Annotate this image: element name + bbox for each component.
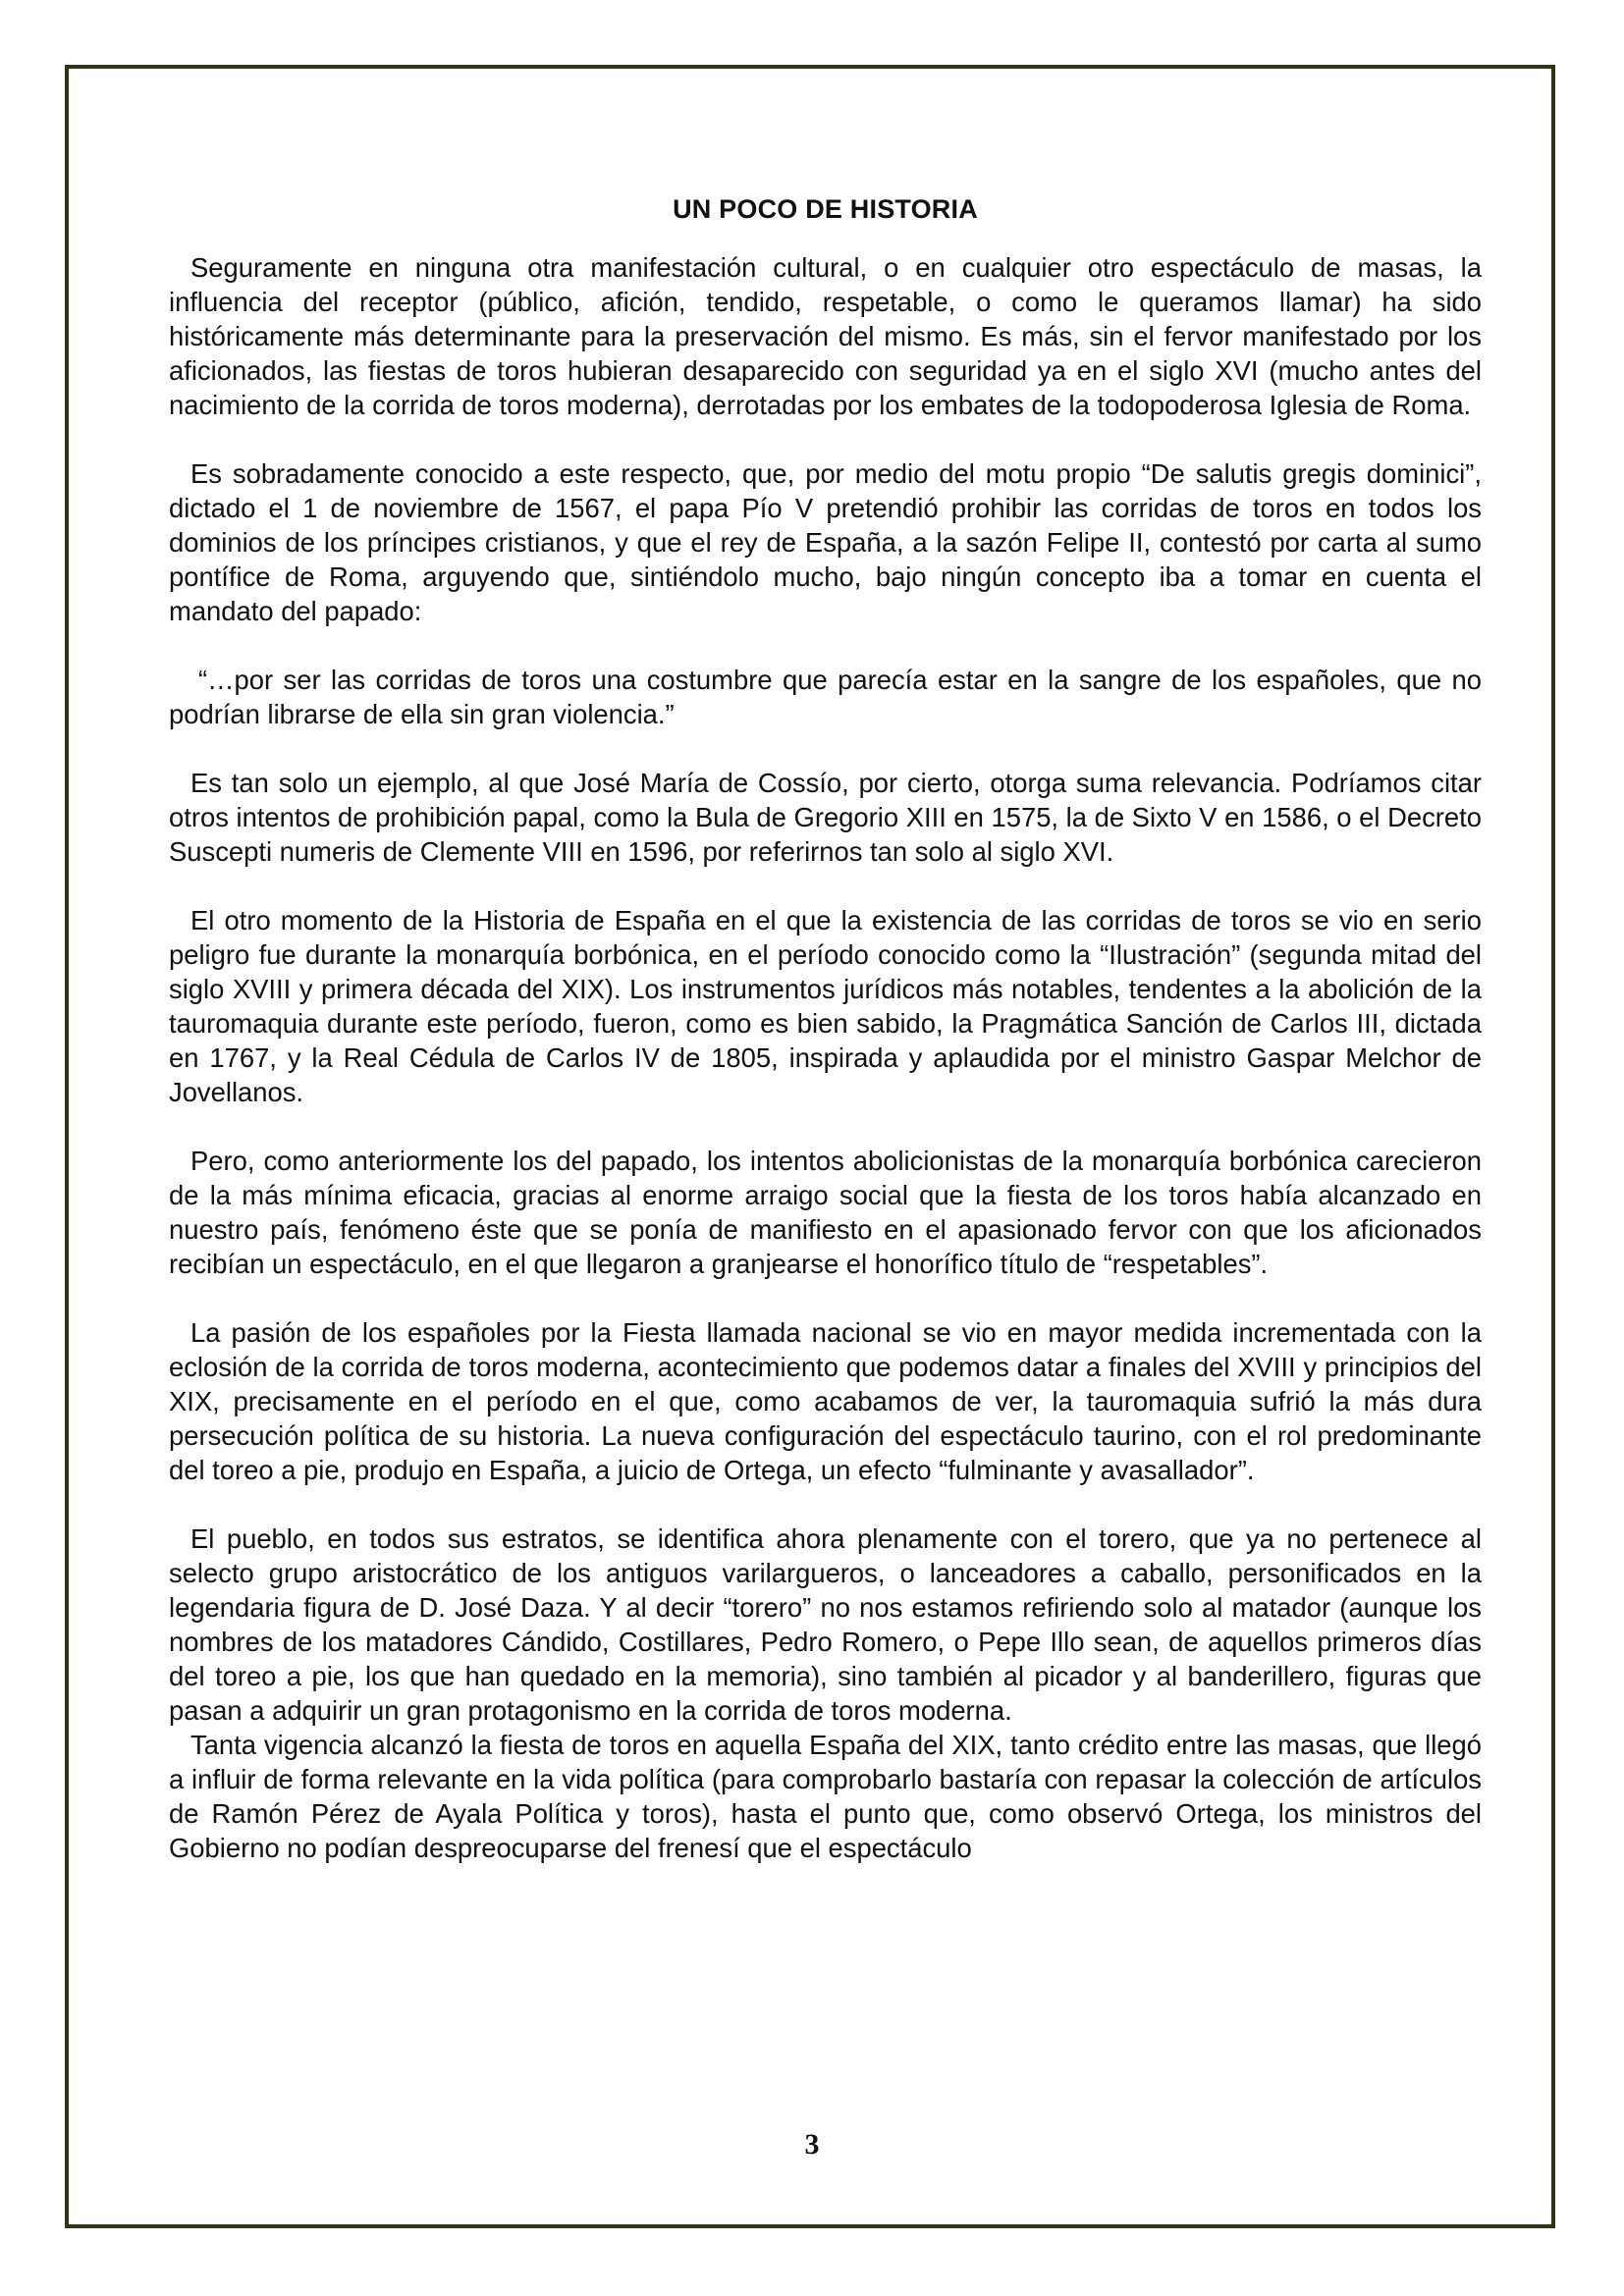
quote-paragraph: “…por ser las corridas de toros una costumbre que parecía estar en la sangre de los españoles, que no podrían librarse de ella sin gran violencia.”	[169, 665, 1482, 729]
paragraph-4: Es tan solo un ejemplo, al que José María de Cossío, por cierto, otorga suma relevancia. Podríamos citar otros intentos de prohibición papal, como la Bula de Gregorio XIII en 1575, la de Sixto V en 1586, o el Decreto Suscepti numeris de Clemente VIII en 1596, por referirnos tan solo al siglo XVI.	[169, 768, 1482, 867]
page-title: UN POCO DE HISTORIA	[673, 194, 978, 224]
paragraph-8: El pueblo, en todos sus estratos, se identifica ahora plenamente con el torero, que ya no pertenece al selecto grupo aristocrático de los antiguos varilargueros, o lanceadores a caballo, personificados en la legendaria figura de D. José Daza. Y al decir “torero” no nos estamos refiriendo solo al matador (aunque los nombres de los matadores Cándido, Costillares, Pedro Romero, o Pepe Illo sean, de aquellos primeros días del toreo a pie, los que han quedado en la memoria), sino también al picador y al banderillero, figuras que pasan a adquirir un gran protagonismo en la corrida de toros moderna.	[169, 1523, 1482, 1726]
page-number: 3	[804, 2128, 820, 2161]
paragraph-1: Seguramente en ninguna otra manifestación cultural, o en cualquier otro espectáculo de masas, la influencia del receptor (público, afición, tendido, respetable, o como le queramos llamar) ha sido históricamente más determinante para la preservación del mismo. Es más, sin el fervor manifestado por los aficionados, las fiestas de toros hubieran desaparecido con seguridad ya en el siglo XVI (mucho antes del nacimiento de la corrida de toros moderna), derrotadas por los embates de la todopoderosa Iglesia de Roma.	[169, 252, 1482, 420]
paragraph-5: El otro momento de la Historia de España en el que la existencia de las corridas de toros se vio en serio peligro fue durante la monarquía borbónica, en el período conocido como la “Ilustración” (segunda mitad del siglo XVIII y primera década del XIX). Los instrumentos jurídicos más notables, tendentes a la abolición de la tauromaquia durante este período, fueron, como es bien sabido, la Pragmática Sanción de Carlos III, dictada en 1767, y la Real Cédula de Carlos IV de 1805, inspirada y aplaudida por el ministro Gaspar Melchor de Jovellanos.	[169, 905, 1482, 1107]
paragraph-7: La pasión de los españoles por la Fiesta llamada nacional se vio en mayor medida incrementada con la eclosión de la corrida de toros moderna, acontecimiento que podemos datar a finales del XVIII y principios del XIX, precisamente en el período en el que, como acabamos de ver, la tauromaquia sufrió la más dura persecución política de su historia. La nueva configuración del espectáculo taurino, con el rol predominante del toreo a pie, produjo en España, a juicio de Ortega, un efecto “fulminante y avasallador”.	[169, 1317, 1482, 1485]
paragraph-2: Es sobradamente conocido a este respecto, que, por medio del motu propio “De salutis gregis dominici”, dictado el 1 de noviembre de 1567, el papa Pío V pretendió prohibir las corridas de toros en todos los dominios de los príncipes cristianos, y que el rey de España, a la sazón Felipe II, contestó por carta al sumo pontífice de Roma, arguyendo que, sintiéndolo mucho, bajo ningún concepto iba a tomar en cuenta el mandato del papado:	[169, 458, 1482, 626]
document-body	[169, 192, 1482, 1865]
paragraph-9: Tanta vigencia alcanzó la fiesta de toros en aquella España del XIX, tanto crédito entre las masas, que llegó a influir de forma relevante en la vida política (para comprobarlo bastaría con repasar la colección de artículos de Ramón Pérez de Ayala Política y toros), hasta el punto que, como observó Ortega, los ministros del Gobierno no podían despreocuparse del frenesí que el espectáculo	[169, 1730, 1482, 1863]
paragraph-6: Pero, como anteriormente los del papado, los intentos abolicionistas de la monarquía borbónica carecieron de la más mínima eficacia, gracias al enorme arraigo social que la fiesta de los toros había alcanzado en nuestro país, fenómeno éste que se ponía de manifiesto en el apasionado fervor con que los aficionados recibían un espectáculo, en el que llegaron a granjearse el honorífico título de “respetables”.	[169, 1146, 1482, 1279]
